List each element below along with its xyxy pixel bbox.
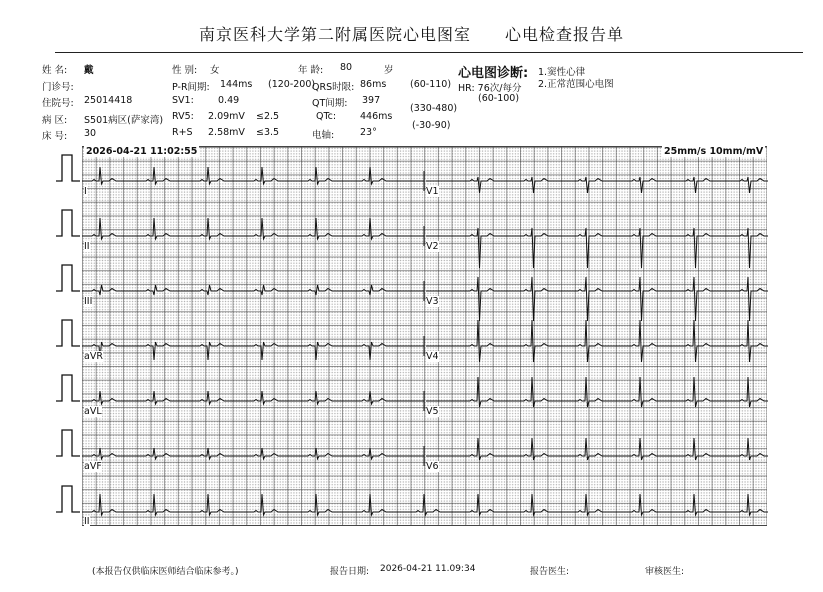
lead-label-avl: aVL bbox=[84, 406, 102, 417]
checker-doctor-label: 审核医生: bbox=[645, 567, 685, 577]
ecg-trace-right bbox=[426, 438, 768, 460]
calibration-pulse bbox=[56, 320, 80, 346]
lead-label-v5: V5 bbox=[426, 406, 439, 417]
qrs-label: QRS时限: bbox=[312, 82, 355, 93]
age-value: 80 bbox=[340, 62, 353, 73]
outpatient-no-label: 门诊号: bbox=[42, 82, 74, 93]
age-unit: 岁 bbox=[384, 65, 394, 76]
calibration-pulse bbox=[56, 486, 80, 512]
rs-limit: ≤3.5 bbox=[256, 127, 280, 138]
ecg-trace-right bbox=[426, 228, 768, 268]
qt-value: 397 bbox=[362, 95, 381, 106]
lead-label-v3: V3 bbox=[426, 296, 439, 307]
ecg-trace-left bbox=[82, 218, 424, 239]
ecg-trace-left bbox=[82, 342, 424, 360]
pr-label: P-R间期: bbox=[172, 82, 210, 93]
heart-rate: HR: 76次/每分 bbox=[458, 83, 522, 94]
lead-label-avf: aVF bbox=[84, 461, 102, 472]
report-name: 心电检查报告单 bbox=[505, 25, 625, 44]
ecg-trace-right bbox=[426, 277, 768, 321]
qrs-range: (60-110) bbox=[410, 79, 452, 90]
report-disclaimer: (本报告仅供临床医师结合临床参考。) bbox=[92, 567, 239, 577]
ecg-trace-right bbox=[426, 177, 768, 193]
lead-label-v2: V2 bbox=[426, 241, 439, 252]
lead-label-avr: aVR bbox=[84, 351, 103, 362]
ecg-trace-left bbox=[82, 285, 424, 295]
rv5-label: RV5: bbox=[172, 111, 194, 122]
report-doctor-label: 报告医生: bbox=[530, 567, 570, 577]
bed-label: 床 号: bbox=[42, 131, 68, 142]
age-label: 年 龄: bbox=[298, 65, 324, 76]
sex-label: 性 别: bbox=[172, 65, 198, 76]
lead-label-v4: V4 bbox=[426, 351, 439, 362]
rs-label: R+S bbox=[172, 127, 193, 138]
diagnosis-item-2: 2.正常范围心电图 bbox=[538, 79, 614, 90]
calibration-pulse bbox=[56, 210, 80, 236]
lead-label-v1: V1 bbox=[426, 186, 439, 197]
diagnosis-item-1: 1.窦性心律 bbox=[538, 67, 586, 78]
qrs-value: 86ms bbox=[360, 79, 387, 90]
calibration-pulse bbox=[56, 430, 80, 456]
heart-rate-range: (60-100) bbox=[478, 93, 520, 104]
inpatient-no-label: 住院号: bbox=[42, 98, 74, 109]
ward-value: S501病区(萨家湾) bbox=[84, 115, 164, 126]
inpatient-no-value: 25014418 bbox=[84, 95, 133, 106]
qtc-label: QTc: bbox=[316, 111, 337, 122]
diagnosis-heading: 心电图诊断: bbox=[458, 66, 529, 81]
hospital-name: 南京医科大学第二附属医院心电图室 bbox=[198, 25, 471, 44]
axis-value: 23° bbox=[360, 127, 377, 138]
patient-name-label: 姓 名: bbox=[42, 65, 68, 76]
ecg-trace-right bbox=[426, 320, 768, 362]
ecg-trace-left bbox=[82, 448, 424, 459]
pr-range: (120-200) bbox=[268, 79, 316, 90]
pr-value: 144ms bbox=[220, 79, 253, 90]
axis-range: (-30-90) bbox=[412, 120, 451, 131]
qt-label: QT间期: bbox=[312, 98, 348, 109]
qtc-value: 446ms bbox=[360, 111, 393, 122]
sv1-value: 0.49 bbox=[218, 95, 240, 106]
sv1-label: SV1: bbox=[172, 95, 194, 106]
calibration-pulse bbox=[56, 155, 80, 181]
bed-value: 30 bbox=[84, 128, 97, 139]
ecg-trace-right bbox=[426, 377, 768, 407]
lead-label-iii: III bbox=[84, 296, 93, 307]
rv5-value: 2.09mV bbox=[208, 111, 245, 122]
ecg-trace-left bbox=[82, 494, 768, 515]
calibration-pulse bbox=[56, 265, 80, 291]
lead-label-i: I bbox=[84, 186, 87, 197]
rv5-limit: ≤2.5 bbox=[256, 111, 280, 122]
axis-label: 电轴: bbox=[312, 130, 335, 141]
sex-value: 女 bbox=[210, 65, 220, 76]
ward-label: 病 区: bbox=[42, 115, 68, 126]
rs-value: 2.58mV bbox=[208, 127, 245, 138]
calibration-pulse bbox=[56, 375, 80, 401]
qtc-range: (330-480) bbox=[410, 103, 458, 114]
ecg-trace-left bbox=[82, 391, 424, 404]
lead-label-ii: II bbox=[84, 241, 90, 252]
strip-settings: 25mm/s 10mm/mV bbox=[664, 146, 764, 157]
lead-label-ii-rhythm: II bbox=[84, 516, 90, 527]
strip-datetime: 2026-04-21 11:02:55 bbox=[86, 146, 198, 157]
ecg-trace-left bbox=[82, 167, 424, 184]
report-date-label: 报告日期: bbox=[330, 567, 370, 577]
lead-label-v6: V6 bbox=[426, 461, 439, 472]
report-date-value: 2026-04-21 11.09:34 bbox=[380, 564, 476, 574]
patient-name-value: 戴 bbox=[84, 65, 94, 76]
